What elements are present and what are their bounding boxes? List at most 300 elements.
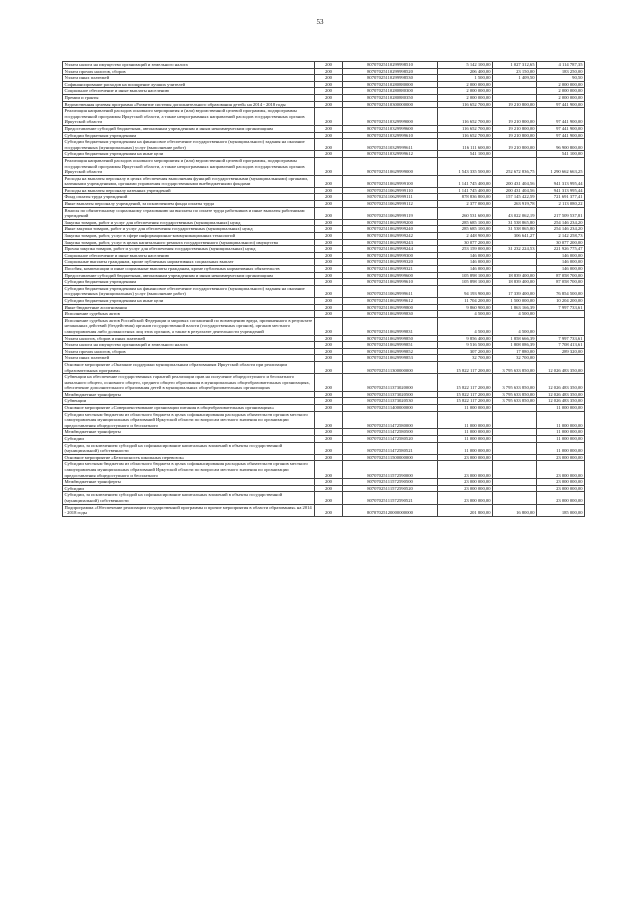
row-executed-cell [493,239,537,246]
row-executed-cell [493,151,537,158]
table-row [63,504,585,516]
row-approved-cell: 541 100,00 [438,151,493,158]
row-name-cell: Закупка товаров, работ, услуг в целях капитального ремонта государственного (муниципального) имущества [63,239,315,246]
row-kbk-cell: 80707025110629999612 [343,297,438,304]
row-code-cell: 200 [315,81,343,88]
row-executed-cell [493,411,537,429]
row-approved-cell: 4 500,00 [438,317,493,335]
row-name-cell: Субсидии бюджетным учреждениям на иные цели [63,297,315,304]
row-approved-cell: 15 822 117 200,00 [438,374,493,392]
row-unexecuted-cell: 217 509 537,81 [537,207,585,219]
row-approved-cell: 146 000,00 [438,259,493,266]
row-code-cell: 200 [315,68,343,75]
table-row [63,239,585,246]
row-executed-cell [493,259,537,266]
row-name-cell: Субсидии [63,436,315,443]
row-executed-cell: 1 027 312,65 [493,62,537,69]
row-kbk-cell: 80707025110629999300 [343,252,438,259]
row-kbk-cell: 80707025110329999611 [343,139,438,151]
row-kbk-cell: 80707025110629999600 [343,272,438,279]
row-executed-cell: 19 210 800,00 [493,132,537,139]
row-code-cell: 200 [315,207,343,219]
row-name-cell: Межбюджетные трансферты [63,429,315,436]
row-executed-cell: 306 641,27 [493,233,537,240]
row-code-cell: 200 [315,342,343,349]
row-kbk-cell: 80707025110299998530 [343,75,438,82]
table-row [63,226,585,233]
table-row [63,461,585,479]
table-row [63,233,585,240]
table-row [63,436,585,443]
row-code-cell: 200 [315,62,343,69]
row-name-cell: Предоставление субсидий бюджетным, автономным учреждениям и иным некоммерческим организациям [63,125,315,132]
row-unexecuted-cell [537,355,585,362]
row-executed-cell: 157 145 422,59 [493,194,537,201]
table-row [63,442,585,454]
row-kbk-cell: 80707025110280880350 [343,94,438,101]
row-name-cell: Закупка товаров, работ, услуг в сфере информационно-коммуникационных технологий [63,233,315,240]
row-kbk-cell: 80707025110300000000 [343,101,438,108]
row-unexecuted-cell: 2 000 000,00 [537,94,585,101]
row-unexecuted-cell: 11 000 000,00 [537,429,585,436]
row-code-cell: 200 [315,272,343,279]
row-code-cell: 200 [315,132,343,139]
table-row [63,259,585,266]
row-code-cell: 200 [315,226,343,233]
row-approved-cell: 1 141 745 400,00 [438,187,493,194]
row-name-cell: Субсидии бюджетным учреждениям на иные цели [63,151,315,158]
row-code-cell: 200 [315,157,343,175]
row-approved-cell: 285 685 100,00 [438,219,493,226]
row-approved-cell: 146 000,00 [438,252,493,259]
row-name-cell: Уплата налога на имущество организаций и земельного налога [63,62,315,69]
row-unexecuted-cell: 289 320,00 [537,348,585,355]
table-row [63,207,585,219]
row-approved-cell: 878 836 800,00 [438,194,493,201]
row-name-cell: Расходы на выплаты персоналу казенных учреждений [63,187,315,194]
table-row [63,272,585,279]
row-unexecuted-cell: 30 077 200,00 [537,239,585,246]
row-kbk-cell: 80707025110629999831 [343,317,438,335]
row-approved-cell: 23 000 000,00 [438,479,493,486]
row-unexecuted-cell: 2 000 000,00 [537,88,585,95]
row-unexecuted-cell: 10 204 200,00 [537,297,585,304]
row-approved-cell: 116 652 700,00 [438,132,493,139]
row-code-cell: 200 [315,266,343,273]
row-approved-cell: 1 500,00 [438,75,493,82]
row-unexecuted-cell [537,317,585,335]
row-executed-cell: 18 839 400,00 [493,272,537,279]
row-name-cell: Прочая закупка товаров, работ и услуг для обеспечения государственных (муниципальных) нужд [63,246,315,253]
row-executed-cell: 1 863 166,39 [493,304,537,311]
row-code-cell: 200 [315,317,343,335]
row-code-cell: 200 [315,335,343,342]
row-kbk-cell: 80707025110629999240 [343,226,438,233]
row-kbk-cell: 80707025111472580000 [343,411,438,429]
row-approved-cell: 105 898 100,00 [438,272,493,279]
row-unexecuted-cell: 941 313 995,44 [537,187,585,194]
row-kbk-cell: 80707025110280880000 [343,81,438,88]
row-code-cell: 200 [315,405,343,412]
row-executed-cell: 43 022 062,19 [493,207,537,219]
row-unexecuted-cell: 183 250,00 [537,68,585,75]
row-name-cell: Субсидии, за исключением субсидий на софинансирование капитальных вложений в объекты государственной (муниципальной) собственности [63,492,315,504]
row-kbk-cell: 80707025111300000000 [343,361,438,373]
row-code-cell: 200 [315,219,343,226]
row-executed-cell: 4 500,00 [493,311,537,318]
row-name-cell: Межбюджетные трансферты [63,479,315,486]
row-name-cell: Реализация направлений расходов основного мероприятия и (или) ведомственной целевой программы, подпрограммы государственной программы Иркутской области, а также непрограммных направлений расходов государственных органов Иркутской области [63,108,315,126]
row-approved-cell: 9 860 900,00 [438,304,493,311]
row-executed-cell: 252 672 836,75 [493,157,537,175]
row-executed-cell [493,405,537,412]
row-executed-cell: 200 431 404,56 [493,187,537,194]
row-name-cell: Закупка товаров, работ и услуг для обеспечения государственных (муниципальных) нужд [63,219,315,226]
table-row [63,175,585,187]
row-approved-cell: 2 448 900,00 [438,233,493,240]
row-code-cell: 200 [315,485,343,492]
row-approved-cell: 307 200,00 [438,348,493,355]
row-name-cell: Уплата иных платежей [63,75,315,82]
row-unexecuted-cell: 23 000 000,00 [537,485,585,492]
row-unexecuted-cell: 23 000 000,00 [537,479,585,486]
row-name-cell: Иные бюджетные ассигнования [63,304,315,311]
row-name-cell: Основное мероприятие «Оказание поддержки муниципальным образованиям Иркутской области при реализации образовательных программ» [63,361,315,373]
table-row [63,219,585,226]
row-name-cell: Субсидии бюджетным учреждениям [63,279,315,286]
row-code-cell: 200 [315,304,343,311]
table-row [63,485,585,492]
row-name-cell: Премии и гранты [63,94,315,101]
row-unexecuted-cell: 97 441 900,00 [537,108,585,126]
row-code-cell: 200 [315,429,343,436]
row-kbk-cell: 80707025110299998520 [343,68,438,75]
table-row [63,335,585,342]
row-kbk-cell: 80707025111472580500 [343,429,438,436]
row-unexecuted-cell: 12 026 483 350,00 [537,361,585,373]
row-executed-cell [493,436,537,443]
row-name-cell: Уплата налогов, сборов и иных платежей [63,335,315,342]
row-unexecuted-cell: 941 313 995,44 [537,175,585,187]
row-executed-cell: 16 800,00 [493,504,537,516]
table-row [63,398,585,405]
row-unexecuted-cell: 87 058 700,00 [537,272,585,279]
row-unexecuted-cell: 96 900 800,00 [537,139,585,151]
table-row [63,194,585,201]
row-executed-cell: 31 232 224,53 [493,246,537,253]
row-executed-cell: 4 500,00 [493,317,537,335]
row-executed-cell: 18 839 400,00 [493,279,537,286]
table-row [63,132,585,139]
table-row [63,454,585,461]
row-executed-cell: 3 795 633 850,00 [493,361,537,373]
row-code-cell: 200 [315,374,343,392]
table-row [63,304,585,311]
row-unexecuted-cell: 185 000,00 [537,504,585,516]
row-approved-cell: 94 193 900,00 [438,285,493,297]
row-code-cell: 200 [315,201,343,208]
row-executed-cell [493,485,537,492]
row-approved-cell: 23 000 000,00 [438,461,493,479]
table-row [63,139,585,151]
table-row [63,411,585,429]
row-kbk-cell: 80707025110629999610 [343,279,438,286]
row-code-cell: 200 [315,151,343,158]
row-approved-cell: 23 000 000,00 [438,492,493,504]
row-name-cell: Ведомственная целевая программа «Развитие системы дополнительного образования детей» на 2014 - 2018 годы [63,101,315,108]
row-executed-cell: 31 538 865,80 [493,219,537,226]
table-body [63,62,585,517]
row-unexecuted-cell: 7 997 733,61 [537,304,585,311]
row-approved-cell: 11 000 000,00 [438,436,493,443]
table-row [63,279,585,286]
row-code-cell: 200 [315,355,343,362]
row-kbk-cell: 80707025110329999610 [343,132,438,139]
table-row [63,374,585,392]
table-row [63,297,585,304]
table-row [63,285,585,297]
row-name-cell: Фонд оплаты труда учреждений [63,194,315,201]
row-code-cell: 200 [315,492,343,504]
row-code-cell: 200 [315,239,343,246]
row-name-cell: Уплата прочих налогов, сборов [63,68,315,75]
row-executed-cell: 19 210 800,00 [493,139,537,151]
row-executed-cell [493,454,537,461]
row-executed-cell: 3 795 633 850,00 [493,374,537,392]
row-executed-cell [493,88,537,95]
row-code-cell: 200 [315,285,343,297]
row-approved-cell: 32 700,00 [438,355,493,362]
row-kbk-cell: 80707025111373020000 [343,374,438,392]
row-approved-cell: 116 652 700,00 [438,125,493,132]
row-name-cell: Основное мероприятие «Совершенствование организации питания в общеобразовательных организациях» [63,405,315,412]
row-code-cell: 200 [315,479,343,486]
row-approved-cell: 285 685 100,00 [438,226,493,233]
row-name-cell: Субсидии [63,485,315,492]
row-kbk-cell: 80707025111572590000 [343,461,438,479]
row-name-cell: Субсидии бюджетным учреждениям [63,132,315,139]
row-kbk-cell: 80707025111373020530 [343,398,438,405]
row-code-cell: 200 [315,391,343,398]
row-unexecuted-cell: 11 000 000,00 [537,442,585,454]
row-approved-cell: 146 000,00 [438,266,493,273]
table-row [63,429,585,436]
row-name-cell: Реализация направлений расходов основного мероприятия и (или) ведомственной целевой программы, подпрограммы государственной программы Иркутской области, а также непрограммных направлений расходов государственных органов Иркутской области [63,157,315,175]
row-executed-cell: 32 700,00 [493,355,537,362]
row-unexecuted-cell: 7 708 413,61 [537,342,585,349]
row-kbk-cell: 80707025111400000000 [343,405,438,412]
row-executed-cell [493,461,537,479]
row-kbk-cell: 80707025110329999612 [343,151,438,158]
row-approved-cell: 4 500,00 [438,311,493,318]
row-name-cell: Софинансирование расходов на поощрение лучших учителей [63,81,315,88]
row-kbk-cell: 80707025110629999112 [343,201,438,208]
row-code-cell: 200 [315,442,343,454]
row-code-cell: 200 [315,348,343,355]
row-approved-cell: 206 400,00 [438,68,493,75]
row-unexecuted-cell: 76 854 500,00 [537,285,585,297]
table-row [63,317,585,335]
row-kbk-cell: 80707025110629999852 [343,348,438,355]
table-row [63,311,585,318]
budget-execution-table [62,61,585,517]
row-code-cell: 200 [315,233,343,240]
row-approved-cell: 5 142 100,00 [438,62,493,69]
row-kbk-cell: 80707025110629999611 [343,285,438,297]
page-number: 53 [316,18,324,26]
row-unexecuted-cell: 146 000,00 [537,259,585,266]
row-approved-cell: 11 000 000,00 [438,405,493,412]
row-kbk-cell: 80707025110629999242 [343,233,438,240]
row-approved-cell: 2 000 000,00 [438,88,493,95]
row-code-cell: 200 [315,75,343,82]
row-executed-cell: 19 210 800,00 [493,108,537,126]
row-name-cell: Подпрограмма «Обеспечение реализации государственной программы и прочие мероприятия в области образования» на 2014 - 2018 годы [63,504,315,516]
row-unexecuted-cell: 2 000 000,00 [537,81,585,88]
row-kbk-cell: 80707025110629999000 [343,157,438,175]
row-unexecuted-cell: 11 000 000,00 [537,411,585,429]
row-code-cell: 200 [315,398,343,405]
row-kbk-cell: 80707025111572590520 [343,485,438,492]
row-code-cell: 200 [315,361,343,373]
row-kbk-cell: 80707025111572590500 [343,479,438,486]
row-approved-cell: 23 000 000,00 [438,454,493,461]
row-code-cell: 200 [315,259,343,266]
row-approved-cell: 1 141 745 400,00 [438,175,493,187]
row-code-cell: 200 [315,187,343,194]
row-unexecuted-cell: 23 000 000,00 [537,461,585,479]
row-unexecuted-cell: 254 146 234,20 [537,219,585,226]
row-unexecuted-cell: 2 113 080,22 [537,201,585,208]
row-name-cell: Социальное обеспечение и иные выплаты населению [63,252,315,259]
row-unexecuted-cell: 90,50 [537,75,585,82]
row-kbk-cell: 80707025120000000000 [343,504,438,516]
row-kbk-cell: 80707025110629999100 [343,175,438,187]
row-approved-cell: 260 531 600,00 [438,207,493,219]
row-executed-cell: 17 880,00 [493,348,537,355]
row-name-cell: Иные закупки товаров, работ и услуг для обеспечения государственных (муниципальных) нужд [63,226,315,233]
row-kbk-cell: 80707025110629999244 [343,246,438,253]
table-row [63,75,585,82]
row-code-cell: 200 [315,94,343,101]
row-approved-cell: 11 704 200,00 [438,297,493,304]
row-kbk-cell: 80707025110629999321 [343,266,438,273]
row-approved-cell: 1 543 335 500,00 [438,157,493,175]
table-row [63,355,585,362]
table-row [63,266,585,273]
row-unexecuted-cell: 11 000 000,00 [537,436,585,443]
row-approved-cell: 11 000 000,00 [438,411,493,429]
row-kbk-cell: 80707025110629999830 [343,311,438,318]
row-kbk-cell: 80707025110629999200 [343,219,438,226]
row-name-cell: Основное мероприятие «Безопасность школьных перевозок» [63,454,315,461]
row-approved-cell: 116 111 600,00 [438,139,493,151]
row-code-cell: 200 [315,125,343,132]
row-code-cell: 200 [315,88,343,95]
row-code-cell: 200 [315,101,343,108]
row-executed-cell: 31 538 865,80 [493,226,537,233]
row-executed-cell: 23 150,00 [493,68,537,75]
row-approved-cell: 30 077 200,00 [438,239,493,246]
row-unexecuted-cell: 12 026 483 350,00 [537,398,585,405]
row-kbk-cell: 80707025110629999119 [343,207,438,219]
row-kbk-cell: 80707025111472580521 [343,442,438,454]
row-approved-cell: 116 652 700,00 [438,108,493,126]
row-approved-cell: 15 822 117 200,00 [438,391,493,398]
row-unexecuted-cell: 12 026 483 350,00 [537,374,585,392]
row-code-cell: 200 [315,504,343,516]
row-unexecuted-cell: 721 691 377,41 [537,194,585,201]
table-row [63,88,585,95]
row-kbk-cell: 80707025111373020500 [343,391,438,398]
row-name-cell: Социальное обеспечение и иные выплаты населению [63,88,315,95]
row-unexecuted-cell: 2 142 258,73 [537,233,585,240]
row-executed-cell: 200 431 404,56 [493,175,537,187]
row-approved-cell: 2 000 000,00 [438,94,493,101]
row-code-cell: 200 [315,252,343,259]
row-approved-cell: 15 822 117 200,00 [438,398,493,405]
row-name-cell: Уплата иных платежей [63,355,315,362]
table-row [63,391,585,398]
table-row [63,361,585,373]
row-name-cell: Субвенции на обеспечение государственных гарантий реализации прав на получение общедоступного и бесплатного начального общего, основного общего, среднего общего образования в муниципальных общеобразовательных организациях, обеспечение дополнительного образования детей в муниципальных общеобразовательных организациях [63,374,315,392]
row-kbk-cell: 80707025111572590521 [343,492,438,504]
row-name-cell: Исполнение судебных актов Российской Федерации и мировых соглашений по возмещению вреда, причиненного в результате незаконных действий (бездействия) органов государственной власти (государственных органов), органов местного самоуправления либо должностных лиц этих органов, а также в результате деятельности учреждений [63,317,315,335]
row-executed-cell [493,429,537,436]
row-unexecuted-cell: 97 441 900,00 [537,101,585,108]
row-approved-cell: 15 822 117 200,00 [438,361,493,373]
row-executed-cell [493,479,537,486]
row-executed-cell [493,266,537,273]
row-name-cell: Иные выплаты персоналу учреждений, за исключением фонда оплаты труда [63,201,315,208]
row-executed-cell [493,492,537,504]
row-kbk-cell: 80707025110629999110 [343,187,438,194]
row-name-cell: Уплата прочих налогов, сборов [63,348,315,355]
row-kbk-cell: 80707025110629999851 [343,342,438,349]
row-kbk-cell: 80707025110629999111 [343,194,438,201]
row-kbk-cell: 80707025110329999000 [343,108,438,126]
row-unexecuted-cell: 7 997 733,61 [537,335,585,342]
row-unexecuted-cell: 87 058 700,00 [537,279,585,286]
row-kbk-cell: 80707025110329999600 [343,125,438,132]
row-executed-cell [493,81,537,88]
row-executed-cell: 17 339 400,00 [493,285,537,297]
row-kbk-cell: 80707025110629999850 [343,335,438,342]
table-row [63,252,585,259]
row-unexecuted-cell: 541 100,00 [537,151,585,158]
row-kbk-cell: 80707025111500000000 [343,454,438,461]
table-row [63,342,585,349]
row-kbk-cell: 80707025110629999800 [343,304,438,311]
row-kbk-cell: 80707025110629999243 [343,239,438,246]
row-executed-cell: 1 858 666,39 [493,335,537,342]
table-row [63,94,585,101]
row-unexecuted-cell: 11 000 000,00 [537,405,585,412]
row-name-cell: Субвенции [63,398,315,405]
row-executed-cell: 3 795 633 850,00 [493,391,537,398]
row-approved-cell: 11 000 000,00 [438,442,493,454]
table-row [63,62,585,69]
row-name-cell: Расходы на выплаты персоналу в целях обеспечения выполнения функций государственными (муниципальными) органами, казенными учреждениями, органами управления государственными внебюджетными фондами [63,175,315,187]
row-name-cell: Субсидии бюджетным учреждениям на финансовое обеспечение государственного (муниципального) задания на оказание государственных (муниципальных) услуг (выполнение работ) [63,139,315,151]
row-approved-cell: 253 159 000,00 [438,246,493,253]
table-row [63,108,585,126]
row-name-cell: Предоставление субсидий бюджетным, автономным учреждениям и иным некоммерческим организациям [63,272,315,279]
table-row [63,81,585,88]
row-executed-cell [493,252,537,259]
row-approved-cell: 105 898 100,00 [438,279,493,286]
table-row [63,68,585,75]
